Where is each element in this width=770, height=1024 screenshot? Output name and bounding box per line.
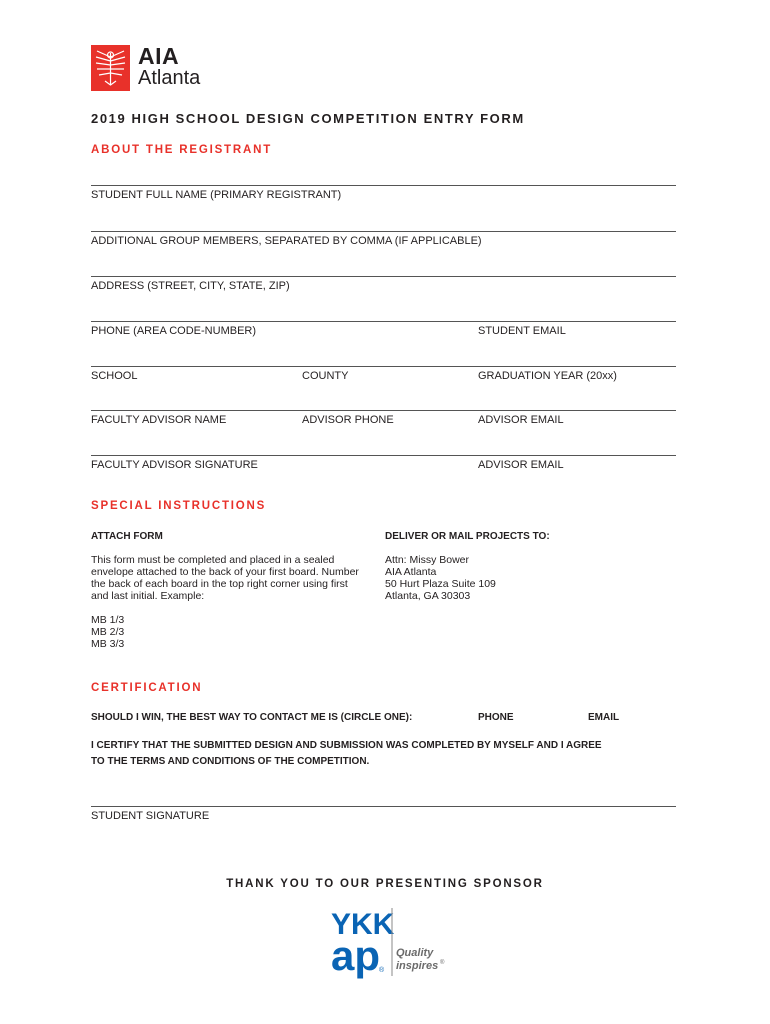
address-line: AIA Atlanta bbox=[385, 566, 437, 578]
sponsor-tagline-2: inspires bbox=[396, 960, 439, 972]
advisor-email-label: ADVISOR EMAIL bbox=[478, 414, 564, 426]
logo-name: AIA bbox=[138, 43, 180, 69]
student-email-label: STUDENT EMAIL bbox=[478, 325, 566, 337]
certification-title: CERTIFICATION bbox=[91, 682, 203, 694]
logo-city: Atlanta bbox=[138, 67, 201, 89]
sponsor-registered-mark: ® bbox=[379, 967, 385, 974]
student-signature-field[interactable] bbox=[91, 806, 676, 807]
attach-line: envelope attached to the back of your first board. Number bbox=[91, 566, 359, 578]
student-name-label: STUDENT FULL NAME (PRIMARY REGISTRANT) bbox=[91, 189, 342, 201]
advisor-signature-field[interactable] bbox=[91, 455, 676, 456]
special-instructions-title: SPECIAL INSTRUCTIONS bbox=[91, 500, 267, 512]
sponsor-tagline-mark: ® bbox=[440, 960, 445, 966]
example-labels bbox=[91, 614, 124, 650]
aia-atlanta-logo bbox=[91, 45, 221, 95]
certification-statement bbox=[91, 738, 691, 770]
contact-question: SHOULD I WIN, THE BEST WAY TO CONTACT ME IS (CIRCLE ONE): bbox=[91, 712, 413, 723]
school-label: SCHOOL bbox=[91, 370, 138, 382]
attach-line: and last initial. Example: bbox=[91, 590, 205, 602]
deliver-heading: DELIVER OR MAIL PROJECTS TO: bbox=[385, 531, 550, 542]
attach-line: This form must be completed and placed in a sealed bbox=[91, 554, 335, 566]
student-signature-label: STUDENT SIGNATURE bbox=[91, 810, 210, 822]
example-line: MB 2/3 bbox=[91, 626, 125, 638]
address-label: ADDRESS (STREET, CITY, STATE, ZIP) bbox=[91, 280, 290, 292]
phone-label: PHONE (AREA CODE-NUMBER) bbox=[91, 325, 257, 337]
contact-option-phone[interactable]: PHONE bbox=[478, 712, 514, 723]
sponsor-logo-bottom: ap bbox=[331, 932, 381, 979]
faculty-advisor-name-label: FACULTY ADVISOR NAME bbox=[91, 414, 227, 426]
group-members-field[interactable] bbox=[91, 231, 676, 232]
mailing-address bbox=[385, 554, 625, 602]
student-name-field[interactable] bbox=[91, 185, 676, 186]
aia-eagle-logo-icon bbox=[91, 45, 130, 91]
attach-line: the back of each board in the top right corner using first bbox=[91, 578, 348, 590]
group-members-label: ADDITIONAL GROUP MEMBERS, SEPARATED BY COMMA (IF APPLICABLE) bbox=[91, 235, 482, 247]
sponsor-thanks: THANK YOU TO OUR PRESENTING SPONSOR bbox=[226, 878, 544, 890]
sponsor-logo-top: YKK bbox=[331, 908, 395, 941]
attach-instructions bbox=[91, 554, 381, 602]
example-line: MB 1/3 bbox=[91, 614, 125, 626]
school-field[interactable] bbox=[91, 366, 676, 367]
form-title: 2019 HIGH SCHOOL DESIGN COMPETITION ENTRY FORM bbox=[91, 111, 525, 126]
ykk-ap-logo-icon bbox=[330, 906, 450, 981]
sponsor-tagline-1: Quality bbox=[396, 947, 434, 959]
faculty-advisor-signature-label: FACULTY ADVISOR SIGNATURE bbox=[91, 459, 258, 471]
statement-line: TO THE TERMS AND CONDITIONS OF THE COMPETITION. bbox=[91, 756, 370, 767]
contact-option-email[interactable]: EMAIL bbox=[588, 712, 620, 723]
faculty-advisor-field[interactable] bbox=[91, 410, 676, 411]
statement-line: I CERTIFY THAT THE SUBMITTED DESIGN AND SUBMISSION WAS COMPLETED BY MYSELF AND I AGREE bbox=[91, 740, 602, 751]
county-label: COUNTY bbox=[302, 370, 349, 382]
address-line: Atlanta, GA 30303 bbox=[385, 590, 471, 602]
about-section-title: ABOUT THE REGISTRANT bbox=[91, 144, 273, 156]
graduation-year-label: GRADUATION YEAR (20xx) bbox=[478, 370, 617, 382]
advisor-email-label-2: ADVISOR EMAIL bbox=[478, 459, 564, 471]
attach-form-heading: ATTACH FORM bbox=[91, 531, 163, 542]
advisor-phone-label: ADVISOR PHONE bbox=[302, 414, 394, 426]
address-field[interactable] bbox=[91, 276, 676, 277]
phone-email-field[interactable] bbox=[91, 321, 676, 322]
example-line: MB 3/3 bbox=[91, 638, 125, 650]
address-line: Attn: Missy Bower bbox=[385, 554, 470, 566]
address-line: 50 Hurt Plaza Suite 109 bbox=[385, 578, 496, 590]
